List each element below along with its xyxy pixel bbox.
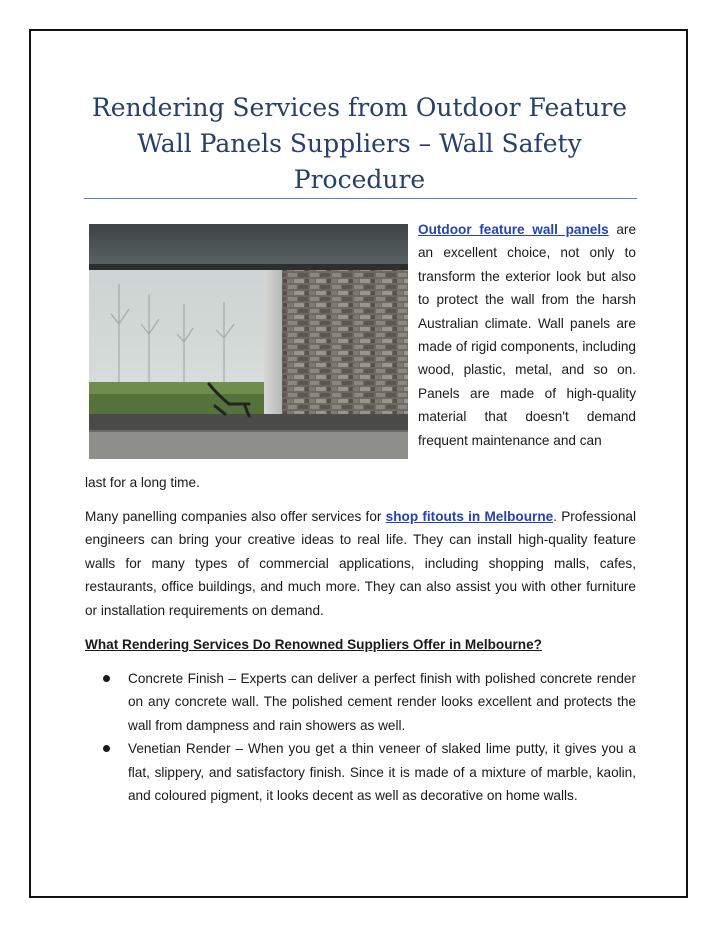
rendering-services-list xyxy=(85,667,636,807)
intro-paragraph xyxy=(418,218,636,452)
intro-paragraph-tail: last for a long time. xyxy=(85,475,200,490)
shop-fitouts-link[interactable]: shop fitouts in Melbourne xyxy=(385,509,554,524)
services-text-before: Many panelling companies also offer services for xyxy=(85,509,386,524)
feature-wall-photo xyxy=(89,224,408,459)
list-item xyxy=(85,667,636,737)
intro-text: are an excellent choice, not only to transform the exterior look but also to protect the wall from the harsh Australian climate. Wall panels are made of rigid components, including wood, plastic, metal, and so on. Panels are made of high-quality material that doesn't demand frequent maintenance and can xyxy=(418,222,636,448)
services-paragraph xyxy=(85,505,636,622)
title-divider xyxy=(84,198,637,199)
document-page xyxy=(29,29,688,898)
bullet-icon xyxy=(103,745,110,752)
page-title: Rendering Services from Outdoor Feature Wall Panels Suppliers – Wall Safety Procedure xyxy=(91,93,628,194)
section-heading: What Rendering Services Do Renowned Suppliers Offer in Melbourne? xyxy=(85,637,542,652)
outdoor-feature-wall-panels-link[interactable]: Outdoor feature wall panels xyxy=(418,222,609,237)
list-item-text: Venetian Render – When you get a thin veneer of slaked lime putty, it gives you a flat, slippery, and satisfactory finish. Since it is made of a mixture of marble, kaolin, and coloured pigment, it looks decent as well as decorative on home walls. xyxy=(128,741,636,804)
bullet-icon xyxy=(103,675,110,682)
list-item-text: Concrete Finish – Experts can deliver a perfect finish with polished concrete render on any concrete wall. The polished cement render looks excellent and protects the wall from dampness and rain showers as well. xyxy=(128,671,636,733)
services-text-after: . Professional engineers can bring your creative ideas to real life. They can install high-quality feature walls for many types of commercial applications, including shopping malls, cafes, restaurants, office buildings, and much more. They can also assist you with other furniture or installation requirements on demand. xyxy=(85,509,637,618)
list-item xyxy=(85,737,636,807)
